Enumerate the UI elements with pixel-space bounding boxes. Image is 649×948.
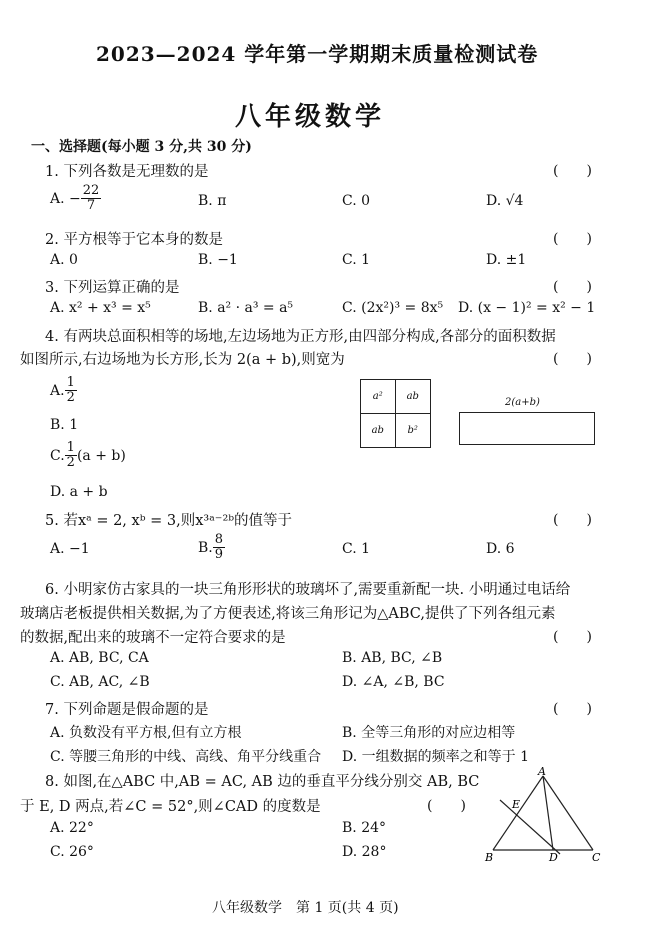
fraction — [65, 376, 77, 406]
denominator: 2 — [66, 455, 75, 471]
q4-option-c[interactable] — [50, 441, 126, 471]
q2-option-c[interactable]: C. 1 — [342, 252, 371, 268]
question-7-stem: 7. 下列命题是假命题的是 — [45, 702, 209, 718]
question-5-stem: 5. 若xᵃ = 2, xᵇ = 3,则x³ᵃ⁻²ᵇ的值等于 — [45, 513, 293, 529]
q2-option-a[interactable]: A. 0 — [50, 252, 78, 268]
denominator: 2 — [66, 390, 75, 406]
q6-option-a[interactable]: A. AB, BC, CA — [50, 650, 149, 666]
q3-option-b[interactable]: B. a² · a³ = a⁵ — [198, 300, 294, 316]
q3-option-a[interactable]: A. x² + x³ = x⁵ — [50, 300, 151, 316]
question-8-stem-line-1: 8. 如图,在△ABC 中,AB = AC, AB 边的垂直平分线分别交 AB, BC — [45, 774, 480, 790]
q4-option-a[interactable] — [50, 376, 77, 406]
q1-option-a[interactable] — [50, 184, 101, 214]
cell-b-squared: b² — [407, 424, 418, 436]
square-field-figure — [360, 379, 431, 448]
side-ab — [493, 776, 543, 850]
q4-option-a-prefix: A. — [50, 382, 65, 399]
segment-ad — [543, 776, 553, 850]
q4-option-c-prefix: C. — [50, 447, 65, 464]
question-1-stem: 1. 下列各数是无理数的是 — [45, 164, 209, 180]
question-6-stem-line-3: 的数据,配出来的玻璃不一定符合要求的是 — [20, 630, 286, 646]
vertex-a-label: A — [538, 766, 546, 778]
q8-option-b[interactable]: B. 24° — [342, 820, 387, 836]
page-footer: 八年级数学 第 1 页(共 4 页) — [212, 900, 399, 916]
answer-paren-1[interactable]: ( ) — [553, 163, 592, 179]
numerator: 22 — [82, 183, 100, 198]
q5-option-a[interactable]: A. −1 — [50, 541, 90, 557]
rectangle-length-label: 2(a+b) — [505, 397, 540, 408]
q1-option-a-prefix: A. − — [50, 190, 81, 207]
q3-option-c[interactable]: C. (2x²)³ = 8x⁵ — [342, 300, 444, 316]
q6-option-b[interactable]: B. AB, BC, ∠B — [342, 650, 443, 666]
denominator: 9 — [214, 547, 224, 563]
answer-paren-7[interactable]: ( ) — [553, 701, 592, 717]
q1-option-c[interactable]: C. 0 — [342, 193, 371, 209]
answer-paren-3[interactable]: ( ) — [553, 279, 592, 295]
side-ac — [543, 776, 593, 850]
numerator: 1 — [66, 440, 75, 455]
question-4-stem-line-1: 4. 有两块总面积相等的场地,左边场地为正方形,由四部分构成,各部分的面积数据 — [45, 329, 556, 345]
q5-option-d[interactable]: D. 6 — [486, 541, 515, 557]
exam-header-title: 2023—2024 学年第一学期期末质量检测试卷 — [96, 42, 539, 66]
q1-option-b[interactable]: B. π — [198, 193, 227, 209]
q1-option-d[interactable]: D. √4 — [486, 193, 524, 209]
q8-option-a[interactable]: A. 22° — [50, 820, 94, 836]
q6-option-d[interactable]: D. ∠A, ∠B, BC — [342, 674, 445, 690]
q4-option-d[interactable]: D. a + b — [50, 484, 108, 500]
fraction — [213, 533, 225, 563]
question-8-stem-line-2: 于 E, D 两点,若∠C = 52°,则∠CAD 的度数是 — [20, 799, 321, 815]
q5-option-c[interactable]: C. 1 — [342, 541, 371, 557]
q4-option-c-suffix: (a + b) — [76, 447, 126, 464]
question-6-stem-line-2: 玻璃店老板提供相关数据,为了方便表述,将该三角形记为△ABC,提供了下列各组元素 — [20, 606, 556, 622]
subject-title: 八年级数学 — [235, 102, 386, 132]
q3-option-d[interactable]: D. (x − 1)² = x² − 1 — [458, 300, 596, 316]
denominator: 7 — [86, 198, 96, 214]
numerator: 1 — [66, 375, 75, 390]
q8-option-d[interactable]: D. 28° — [342, 844, 387, 860]
q7-option-d[interactable]: D. 一组数据的频率之和等于 1 — [342, 749, 529, 765]
q7-option-a[interactable]: A. 负数没有平方根,但有立方根 — [50, 725, 242, 741]
question-4-stem-line-2: 如图所示,右边场地为长方形,长为 2(a + b),则宽为 — [20, 352, 345, 368]
question-2-stem: 2. 平方根等于它本身的数是 — [45, 232, 223, 248]
fraction — [65, 441, 77, 471]
answer-paren-2[interactable]: ( ) — [553, 231, 592, 247]
section-title: 一、选择题(每小题 3 分,共 30 分) — [31, 139, 252, 155]
q5-option-b-prefix: B. — [198, 539, 213, 556]
q6-option-c[interactable]: C. AB, AC, ∠B — [50, 674, 150, 690]
q5-option-b[interactable] — [198, 533, 225, 563]
fraction — [81, 184, 102, 214]
cell-ab-top: ab — [396, 380, 431, 414]
q2-option-b[interactable]: B. −1 — [198, 252, 238, 268]
answer-paren-6[interactable]: ( ) — [553, 629, 592, 645]
vertex-c-label: C — [592, 851, 601, 864]
numerator: 8 — [214, 532, 224, 547]
question-3-stem: 3. 下列运算正确的是 — [45, 280, 180, 296]
triangle-figure — [480, 766, 610, 866]
q7-option-c[interactable]: C. 等腰三角形的中线、高线、角平分线重合 — [50, 749, 322, 765]
answer-paren-4[interactable]: ( ) — [553, 351, 592, 367]
cell-a-squared: a² — [361, 380, 396, 414]
q8-option-c[interactable]: C. 26° — [50, 844, 94, 860]
point-d-label: D — [549, 851, 558, 864]
answer-paren-8[interactable]: ( ) — [427, 798, 466, 814]
q4-option-b[interactable]: B. 1 — [50, 417, 79, 433]
rectangle-field-figure — [459, 412, 595, 445]
point-e-label: E — [512, 798, 521, 811]
question-6-stem-line-1: 6. 小明家仿古家具的一块三角形形状的玻璃坏了,需要重新配一块. 小明通过电话给 — [45, 582, 571, 598]
q7-option-b[interactable]: B. 全等三角形的对应边相等 — [342, 725, 516, 741]
answer-paren-5[interactable]: ( ) — [553, 512, 592, 528]
vertex-b-label: B — [485, 851, 494, 864]
q2-option-d[interactable]: D. ±1 — [486, 252, 527, 268]
cell-ab-bottom: ab — [361, 414, 396, 448]
